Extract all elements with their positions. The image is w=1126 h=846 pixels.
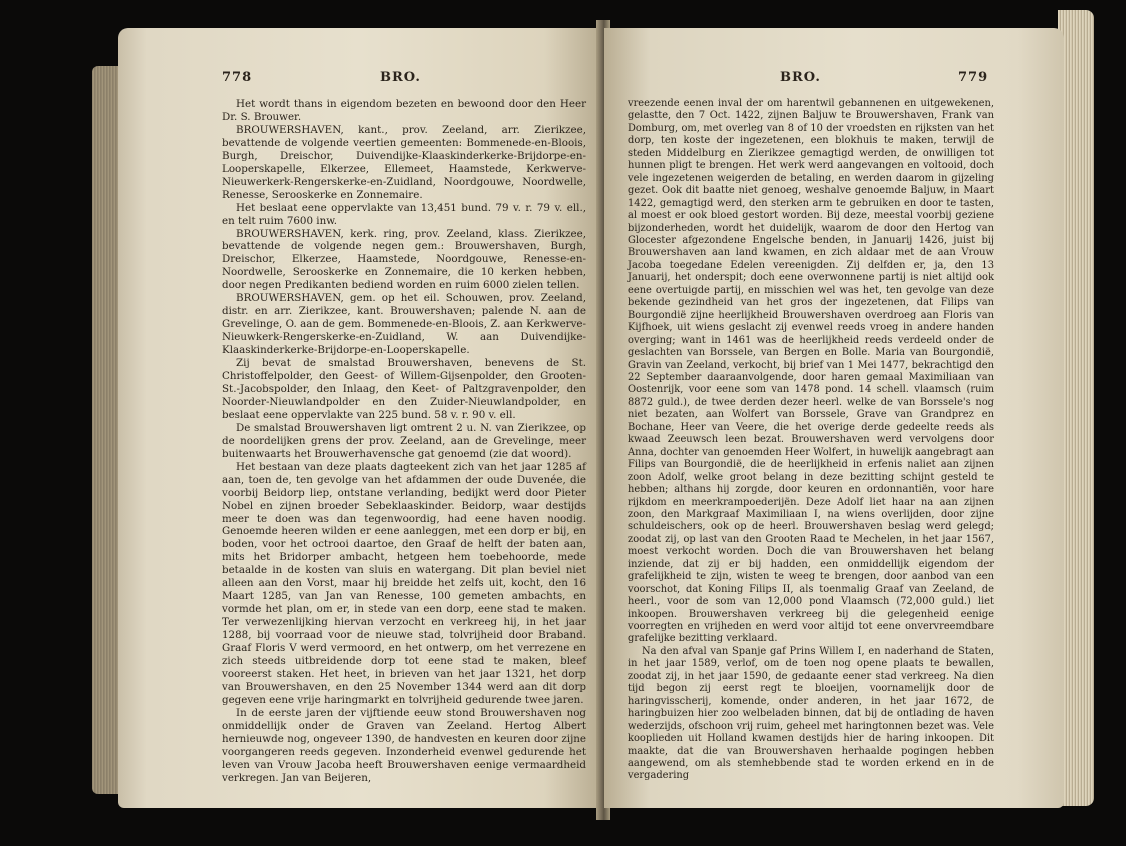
left-page-header: BRO. xyxy=(380,70,421,85)
paragraph: Het beslaat eene oppervlakte van 13,451 bund. 79 v. r. 79 v. ell., en telt ruim 7600 inw. xyxy=(222,201,586,227)
paragraph: BROUWERSHAVEN, kant., prov. Zeeland, arr. Zierikzee, bevattende de volgende veertien gemeenten: Bommenede-en-Bloois, Burgh, Dreischor, Duivendijke-Klaaskinderkerke-Brijdorpe-en-Looperskapelle, Elkerzee, Ellemeet, Haamstede, Kerkwerve-Nieuwerkerk-Rengerskerke-en-Zuidland, Noordgouwe, Noordwelle, Renesse, Serooskerke en Zonnemaire. xyxy=(222,123,586,201)
right-page-header: BRO. xyxy=(780,70,821,85)
paragraph: Het bestaan van deze plaats dagteekent zich van het jaar 1285 af aan, toen de, ten gevolge van het afdammen der oude Duvenée, die voorbij Beidorp liep, ontstane verlanding, bedijkt werd door Pieter Nobel en zijnen broeder Sebeklaaskinder. Beidorp, waar destijds meer te doen was dan tegenwoordig, had eene haven noodig. Genoemde heeren wilden er eene aanleggen, met een dorp er bij, en boden, voor het octrooi daartoe, den Graaf de helft der baten aan, mits het Bridorper ambacht, hetgeen hem toebehoorde, mede betaalde in de kosten van sluis en watergang. Dit plan beviel niet alleen aan den Vorst, maar hij breidde het zelfs uit, kocht, den 16 Maart 1285, van Jan van Renesse, 100 gemeten ambachts, en vormde het plan, om er, in stede van een dorp, eene stad te maken. Ter verwezenlijking hiervan verzocht en verkreeg hij, in het jaar 1288, bij voorraad voor de nieuwe stad, tolvrijheid door Braband. Graaf Floris V werd vermoord, en het ontwerp, om het verrezene en zich steeds uitbreidende dorp tot eene stad te maken, bleef vooreerst staken. Het heet, in brieven van het jaar 1321, het dorp van Brouwershaven, en den 25 November 1344 werd aan dit dorp gegeven eene vrije haringmarkt en tolvrijheid gedurende twee jaren. xyxy=(222,460,586,706)
paragraph: vreezende eenen inval der om harentwil gebannenen en uitgewekenen, gelastte, den 7 Oct. 1422, zijnen Baljuw te Brouwershaven, Frank van Domburg, om, met overleg van 8 of 10 der vroedsten en rijksten van het dorp, ten koste der ingezetenen, een blokhuis te maken, terwijl de steden Middelburg en Zierikzee gemagtigd werden, de onwilligen tot hunnen pligt te brengen. Het werk werd aangevangen en voltooid, doch vele ingezetenen weigerden de betaling, en werden daarom in gijzeling gezet. Ook dit baatte niet genoeg, weshalve genoemde Baljuw, in Maart 1422, gemagtigd werd, den sterken arm te gebruiken en door te tasten, al moest er ook bloed gestort worden. Bij deze, meestal voorbij geziene bijzonderheden, wordt het duidelijk, waarom de door den Hertog van Glocester afgezondene Engelsche benden, in Januarij 1426, juist bij Brouwershaven aan land kwamen, en zich aldaar met de aan Vrouw Jacoba toegedane Edelen vereenigden. Zij delfden er, ja, den 13 Januarij, het onderspit; doch eene overwonnene partij is niet altijd ook eene overtuigde partij, en misschien wel was het, ten gevolge van deze bekende gezindheid van het gros der ingezetenen, dat Filips van Bourgondië zijne heerlijkheid Brouwershaven overdroeg aan Floris van Kijfhoek, uit wiens geslacht zij evenwel reeds vroeg in andere handen overging; want in 1461 was de heerlijkheid reeds verdeeld onder de geslachten van Borssele, van Bergen en Bolle. Maria van Bourgondië, Gravin van Zeeland, verkocht, bij brief van 1 Mei 1477, bekrachtigd den 22 September daaraanvolgende, door haren gemaal Maximiliaan van Oostenrijk, voor eene som van 1478 pond. 14 schell. vlaamsch (ruim 8872 guld.), de twee derden dezer heerl. welke de van Borssele's nog niet bezaten, aan Wolfert van Borssele, Grave van Grandprez en Bochane, Heer van Veere, die het overige derde gedeelte reeds als kwaad Zeeuwsch leen bezat. Brouwershaven werd vervolgens door Anna, dochter van genoemden Heer Wolfert, in huwelijk aangebragt aan Filips van Bourgondië, die de heerlijkheid in erfenis naliet aan zijnen zoon Adolf, welke groot belang in deze bezitting schijnt gesteld te hebben; althans hij zorgde, door keuren en ordonnantiën, voor hare rijkdom en meerkrampoederijën. Deze Adolf liet haar na aan zijnen zoon, den Markgraaf Maximiliaan I, na wiens overlijden, door zijne schuldeischers, ook op de heerl. Brouwershaven beslag werd gelegd; zoodat zij, op last van den Grooten Raad te Mechelen, in het jaar 1567, moest verkocht worden. Doch die van Brouwershaven het belang inziende, dat zij er bij hadden, een onmiddellijk eigendom der grafelijkheid te zijn, wisten te weeg te brengen, door aanbod van een voorschot, dat Koning Filips II, als toenmalig Graaf van Zeeland, de heerl., voor de som van 12,000 pond Vlaamsch (72,000 guld.) liet inkoopen. Brouwershaven verkreeg bij die gelegenheid eenige voorregten en vrijheden en werd voor altijd tot eene onvervreemdbare grafelijke bezitting verklaard. xyxy=(628,98,994,645)
left-page xyxy=(118,28,602,808)
paragraph: Zij bevat de smalstad Brouwershaven, benevens de St. Christoffelpolder, den Geest- of Willem-Gijsenpolder, den Grooten-St.-Jacobspolder, den Inlaag, den Keet- of Paltzgravenpolder, den Noorder-Nieuwlandpolder en den Zuider-Nieuwlandpolder, en beslaat eene oppervlakte van 225 bund. 58 v. r. 90 v. ell. xyxy=(222,357,586,421)
paragraph: De smalstad Brouwershaven ligt omtrent 2 u. N. van Zierikzee, op de noordelijken grens der prov. Zeeland, aan de Grevelinge, meer buitenwaarts het Brouwerhavensche gat genoemd (zie dat woord). xyxy=(222,421,586,460)
left-page-text xyxy=(222,98,586,785)
right-page-text xyxy=(628,98,994,783)
right-page xyxy=(604,28,1064,808)
paragraph: Het wordt thans in eigendom bezeten en bewoond door den Heer Dr. S. Brouwer. xyxy=(222,98,586,123)
paragraph: Na den afval van Spanje gaf Prins Willem I, en naderhand de Staten, in het jaar 1589, verlof, om de toen nog opene plaats te bewallen, zoodat zij, in het jaar 1590, de gedaante eener stad verkreeg. Na dien tijd begon zij eerst regt te bloeijen, voornamelijk door de haringvisscherij, komende, onder anderen, in het jaar 1672, de haringbuizen hier zoo welbeladen binnen, dat bij de ontlading de haven wederzijds, ofschoon vrij ruim, geheel met haringtonnen bezet was. Vele kooplieden uit Holland kwamen destijds hier de haring inkoopen. Dit maakte, dat die van Brouwershaven herhaalde pogingen hebben aangewend, om als stemhebbende stad te worden erkend en in de vergadering xyxy=(628,645,994,782)
paragraph: BROUWERSHAVEN, gem. op het eil. Schouwen, prov. Zeeland, distr. en arr. Zierikzee, kant. Brouwershaven; palende N. aan de Grevelinge, O. aan de gem. Bommenede-en-Bloois, Z. aan Kerkwerve-Nieuwkerk-Rengerskerke-en-Zuidland, W. aan Duivendijke-Klaaskinderkerke-Brijdorpe-en-Looperskapelle. xyxy=(222,292,586,357)
right-page-number: 779 xyxy=(958,70,989,85)
paragraph: BROUWERSHAVEN, kerk. ring, prov. Zeeland, klass. Zierikzee, bevattende de volgende negen gem.: Brouwershaven, Burgh, Dreischor, Elkerzee, Haamstede, Noordgouwe, Renesse-en-Noordwelle, Serooskerke en Zonnemaire, die 10 kerken hebben, door negen Predikanten bediend worden en ruim 6000 zielen tellen. xyxy=(222,227,586,292)
paragraph: In de eerste jaren der vijftiende eeuw stond Brouwershaven nog onmiddellijk onder de Graven van Zeeland. Hertog Albert hernieuwde nog, ongeveer 1390, de handvesten en keuren door zijne voorgangeren reeds gegeven. Inzonderheid evenwel gedurende het leven van Vrouw Jacoba heeft Brouwershaven eenige vermaardheid verkregen. Jan van Beijeren, xyxy=(222,706,586,784)
left-page-number: 778 xyxy=(222,70,253,85)
